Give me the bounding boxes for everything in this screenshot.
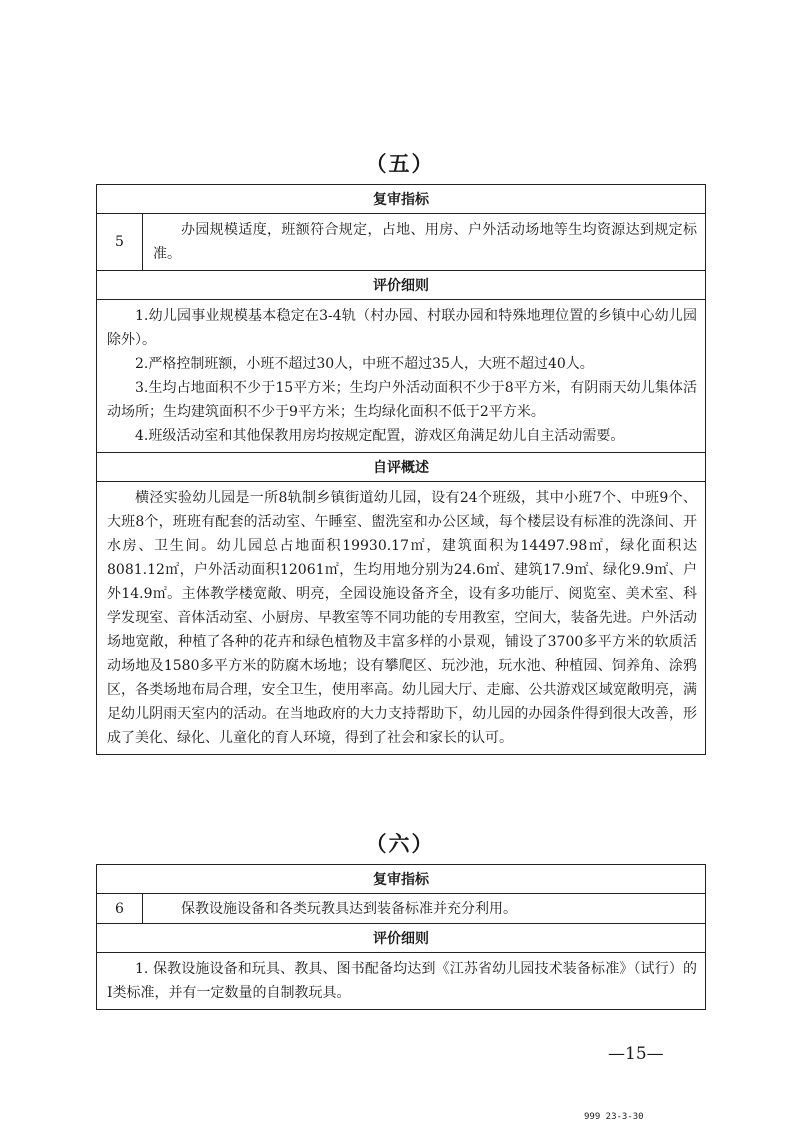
indicator-text: 办园规模适度，班额符合规定，占地、用房、户外活动场地等生均资源达到规定标准。 bbox=[153, 222, 697, 262]
review-indicator-header: 复审指标 bbox=[97, 185, 706, 214]
criteria-item: 3.生均占地面积不少于15平方米；生均户外活动面积不少于8平方米，有阴雨天幼儿集体活动场所；生均建筑面积不少于9平方米；生均绿化面积不低于2平方米。 bbox=[107, 380, 697, 420]
section-6-title: （六） bbox=[365, 831, 435, 856]
indicator-text: 保教设施设备和各类玩教具达到装备标准并充分利用。 bbox=[181, 900, 517, 917]
criteria-item: 1. 保教设施设备和玩具、教具、图书配备均达到《江苏省幼儿园技术装备标准》（试行）的Ⅰ类标准，并有一定数量的自制教玩具。 bbox=[107, 961, 697, 1001]
review-indicator-header: 复审指标 bbox=[97, 865, 706, 894]
indicator-number: 6 bbox=[97, 894, 143, 924]
page-number: —15— bbox=[608, 1044, 664, 1064]
criteria-header: 评价细则 bbox=[97, 924, 706, 953]
criteria-item: 4.班级活动室和其他保教用房均按规定配置，游戏区角满足幼儿自主活动需要。 bbox=[135, 428, 625, 444]
section-5-title: （五） bbox=[365, 151, 435, 176]
section-5-table bbox=[96, 184, 706, 755]
criteria-list bbox=[97, 300, 706, 453]
footer-code: 999 23-3-30 bbox=[584, 1112, 644, 1122]
criteria-item: 1.幼儿园事业规模基本稳定在3-4轨（村办园、村联办园和特殊地理位置的乡镇中心幼儿园除外）。 bbox=[107, 308, 697, 348]
section-6-table bbox=[96, 864, 706, 1010]
criteria-header: 评价细则 bbox=[97, 271, 706, 300]
criteria-item: 2.严格控制班额，小班不超过30人，中班不超过35人，大班不超过40人。 bbox=[135, 356, 594, 372]
indicator-number: 5 bbox=[97, 214, 143, 271]
self-evaluation-header: 自评概述 bbox=[97, 453, 706, 482]
self-evaluation-text: 横泾实验幼儿园是一所8轨制乡镇街道幼儿园，设有24个班级，其中小班7个、中班9个、大班8个，班班有配套的活动室、午睡室、盥洗室和办公区域，每个楼层设有标准的洗涤间、开水房、卫生间。幼儿园总占地面积19930.17㎡，建筑面积为14497.98㎡，绿化面积达8081.12㎡，户外活动面积12061㎡，生均用地分别为24.6㎡、建筑17.9㎡、绿化9.9㎡、户外14.9㎡。主体教学楼宽敞、明亮，全园设施设备齐全，设有多功能厅、阅览室、美术室、科学发现室、音体活动室、小厨房、早教室等不同功能的专用教室，空间大，装备先进。户外活动场地宽敞，种植了各种的花卉和绿色植物及丰富多样的小景观，铺设了3700多平方米的软质活动场地及1580多平方米的防腐木场地；设有攀爬区、玩沙池，玩水池、种植园、饲养角、涂鸦区，各类场地布局合理，安全卫生，使用率高。幼儿园大厅、走廊、公共游戏区域宽敞明亮，满足幼儿阴雨天室内的活动。在当地政府的大力支持帮助下，幼儿园的办园条件得到很大改善，形成了美化、绿化、儿童化的育人环境，得到了社会和家长的认可。 bbox=[107, 490, 697, 746]
